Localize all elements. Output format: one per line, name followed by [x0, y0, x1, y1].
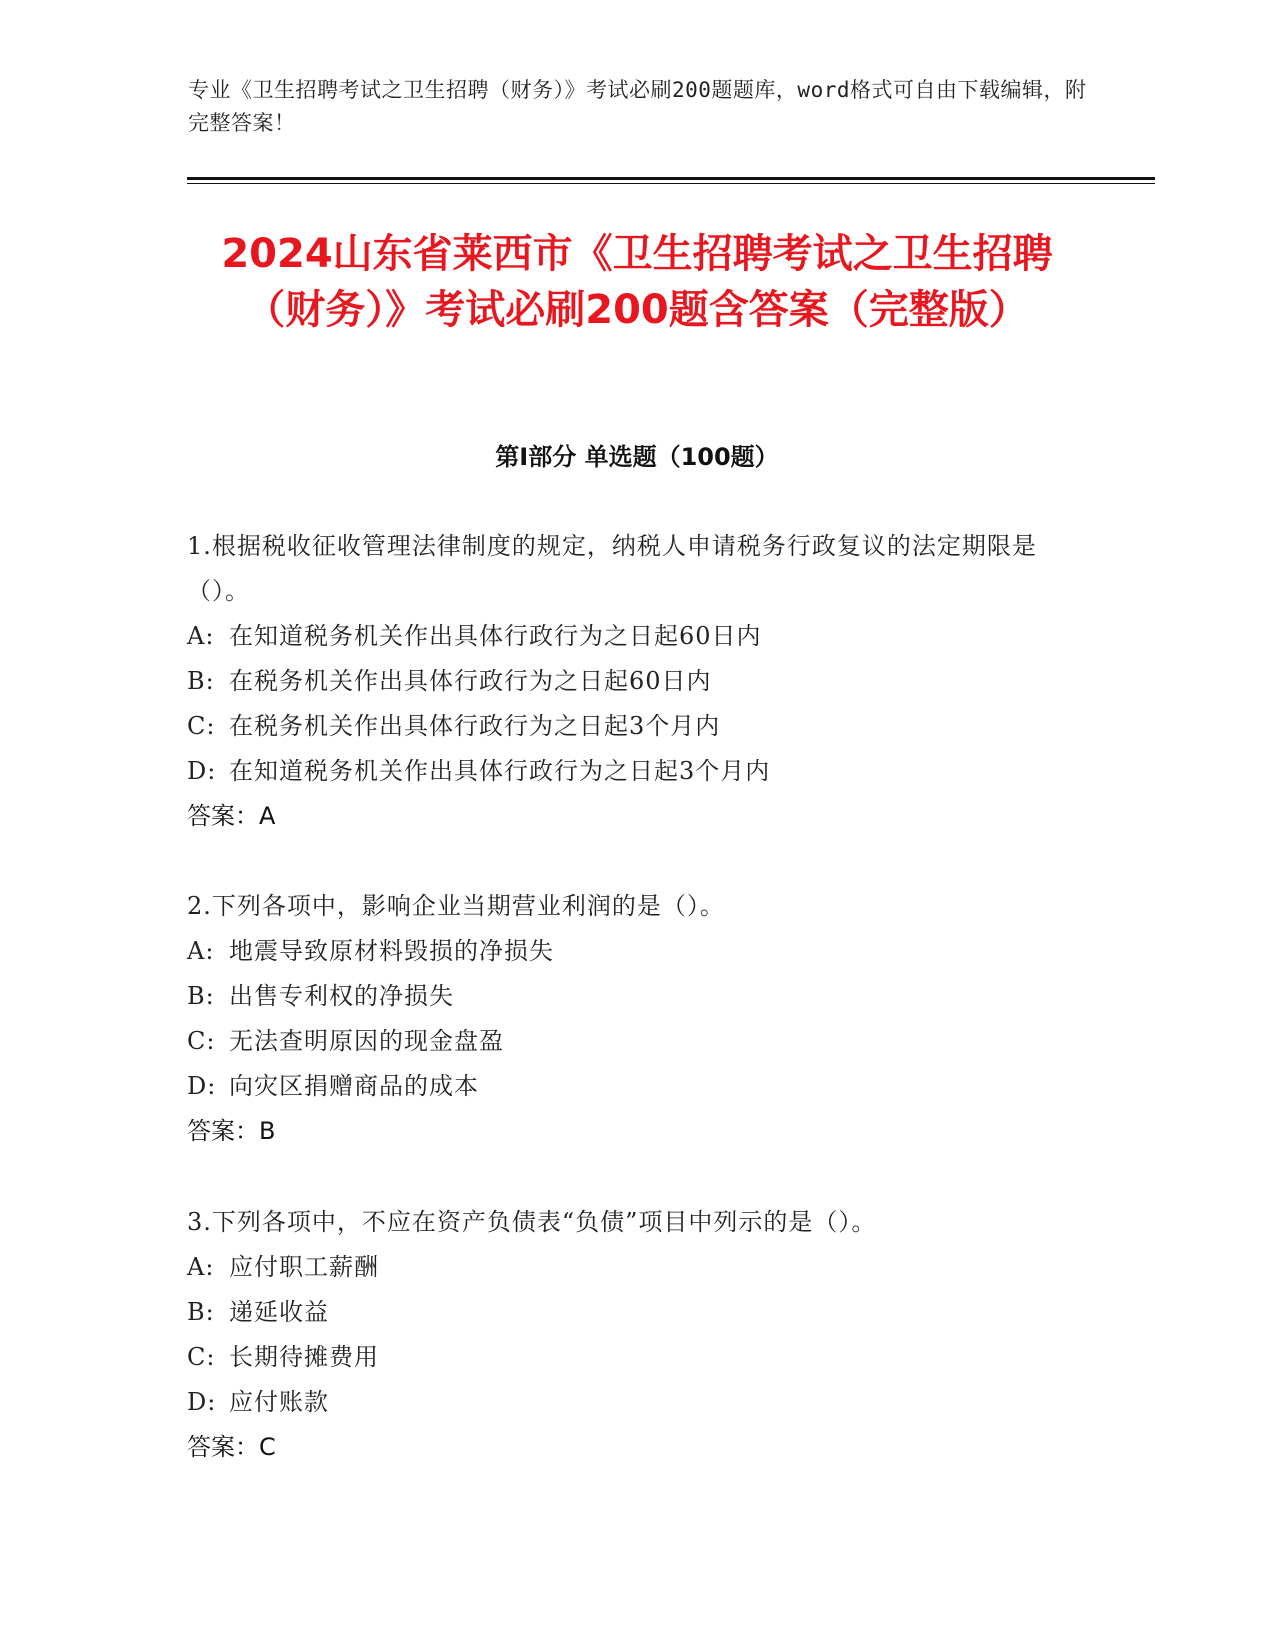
answer-value: A — [259, 802, 276, 830]
option-text: 地震导致原材料毁损的净损失 — [229, 937, 554, 965]
option-text: 在知道税务机关作出具体行政行为之日起60日内 — [229, 622, 762, 650]
option-text: 在知道税务机关作出具体行政行为之日起3个月内 — [229, 757, 771, 785]
answer-label: 答案： — [187, 1117, 259, 1145]
section-heading: 第I部分 单选题（100题） — [495, 443, 779, 471]
option-b — [187, 1290, 1067, 1335]
option-text: 出售专利权的净损失 — [229, 982, 454, 1010]
header-divider-thick — [187, 177, 1155, 180]
option-letter: C: — [187, 712, 216, 740]
option-text: 应付职工薪酬 — [229, 1253, 379, 1281]
answer-value: B — [259, 1117, 276, 1145]
answer-label: 答案： — [187, 1433, 259, 1461]
option-letter: C: — [187, 1027, 216, 1055]
option-a — [187, 614, 1067, 659]
option-c — [187, 704, 1067, 749]
option-text: 向灾区捐赠商品的成本 — [229, 1072, 479, 1100]
question-stem: 2.下列各项中，影响企业当期营业利润的是（）。 — [187, 892, 725, 920]
option-b — [187, 974, 1067, 1019]
option-letter: A: — [187, 937, 215, 965]
answer-line — [187, 1425, 1067, 1470]
answer-label: 答案： — [187, 802, 259, 830]
answer-line — [187, 1109, 1067, 1154]
option-letter: B: — [187, 667, 215, 695]
option-text: 应付账款 — [229, 1388, 329, 1416]
option-letter: B: — [187, 982, 215, 1010]
option-d — [187, 749, 1067, 794]
answer-value: C — [259, 1433, 276, 1461]
option-letter: D: — [187, 1388, 217, 1416]
option-letter: A: — [187, 1253, 215, 1281]
option-c — [187, 1335, 1067, 1380]
question-stem: 3.下列各项中，不应在资产负债表“负债”项目中列示的是（）。 — [187, 1208, 877, 1236]
question-stem: 1.根据税收征收管理法律制度的规定，纳税人申请税务行政复议的法定期限是（）。 — [187, 532, 1037, 605]
question-3 — [187, 1200, 1067, 1470]
option-d — [187, 1064, 1067, 1109]
option-letter: B: — [187, 1298, 215, 1326]
option-text: 长期待摊费用 — [229, 1343, 379, 1371]
header-divider-thin — [187, 183, 1155, 184]
document-title: 2024山东省莱西市《卫生招聘考试之卫生招聘（财务）》考试必刷200题含答案（完整版） — [221, 231, 1053, 333]
option-a — [187, 1245, 1067, 1290]
option-b — [187, 659, 1067, 704]
option-text: 递延收益 — [229, 1298, 329, 1326]
option-c — [187, 1019, 1067, 1064]
header-note: 专业《卫生招聘考试之卫生招聘（财务）》考试必刷200题题库，word格式可自由下载编辑，附完整答案！ — [188, 78, 1087, 135]
option-letter: C: — [187, 1343, 216, 1371]
option-letter: D: — [187, 1072, 217, 1100]
question-2 — [187, 884, 1067, 1154]
answer-line — [187, 794, 1067, 839]
option-a — [187, 929, 1067, 974]
question-1 — [187, 524, 1067, 839]
option-text: 在税务机关作出具体行政行为之日起60日内 — [229, 667, 712, 695]
option-text: 无法查明原因的现金盘盈 — [229, 1027, 504, 1055]
option-letter: A: — [187, 622, 215, 650]
option-text: 在税务机关作出具体行政行为之日起3个月内 — [229, 712, 721, 740]
option-letter: D: — [187, 757, 217, 785]
option-d — [187, 1380, 1067, 1425]
